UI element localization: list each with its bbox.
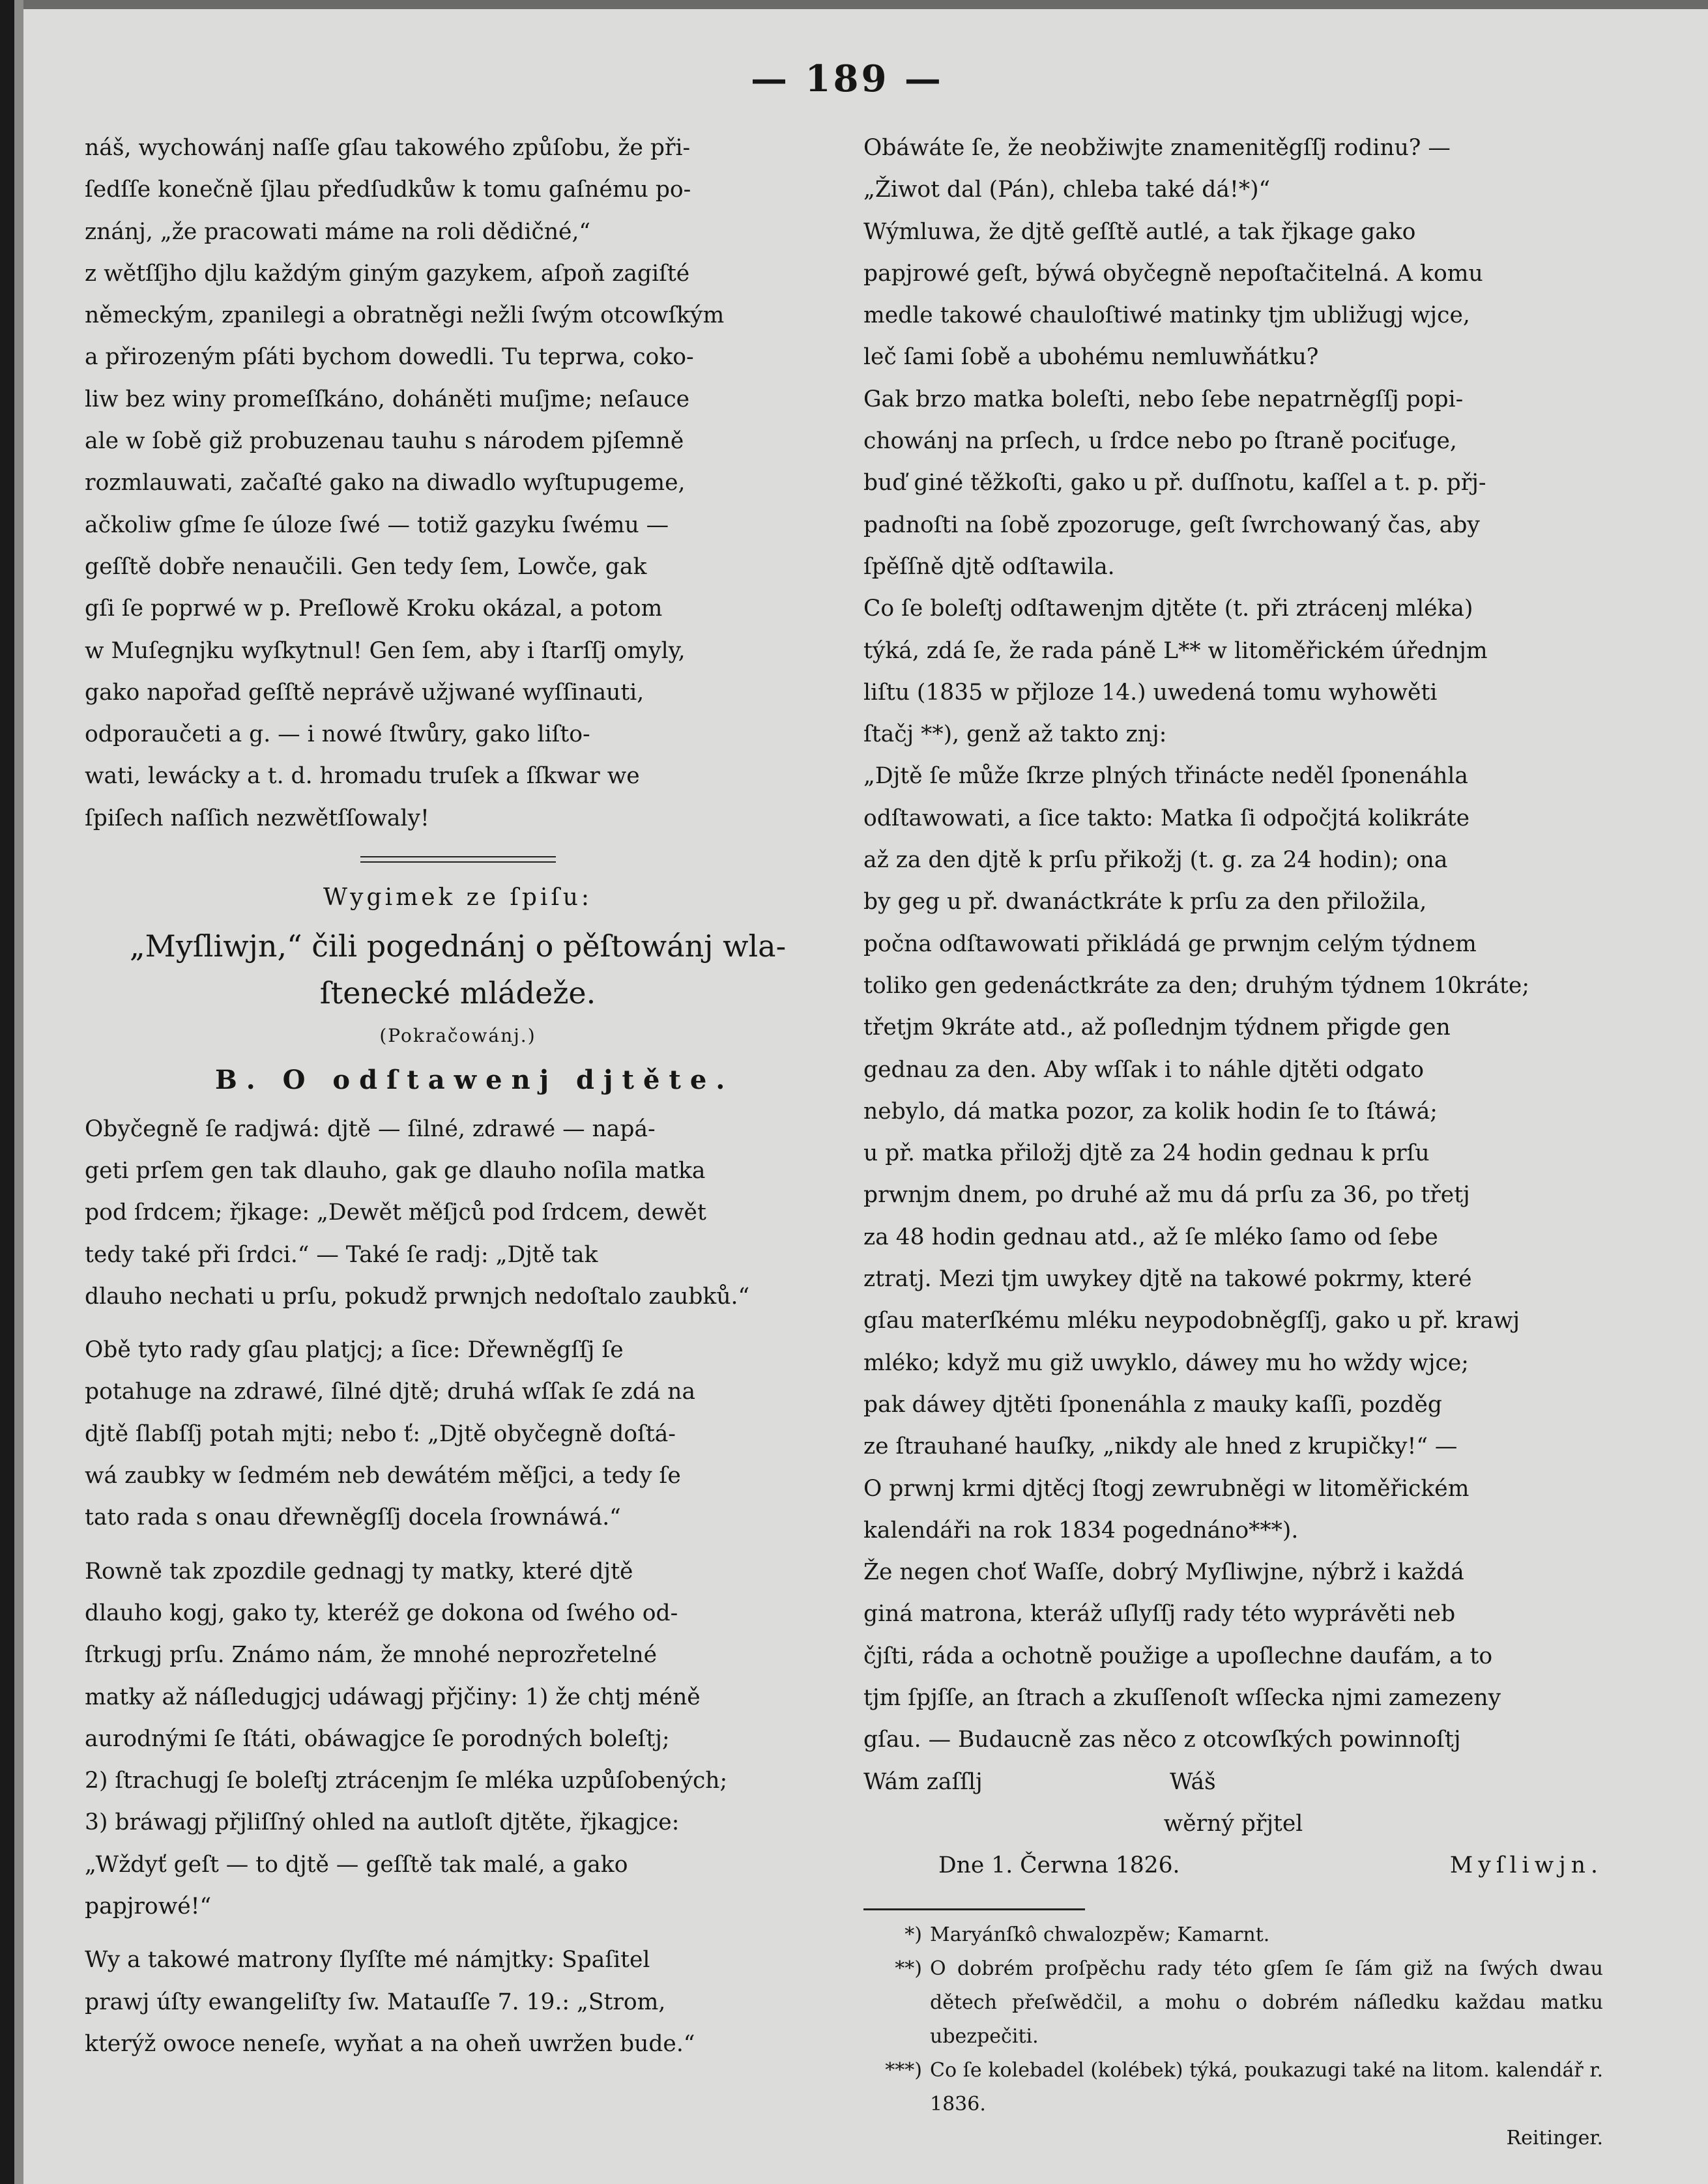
text-line: matky až náſledugjcj udáwagj přjčiny: 1) že chtj méně (85, 1684, 701, 1710)
text-line: O prwnj krmi djtěcj ſtogj zewrubněgi w litoměřickém (863, 1475, 1469, 1502)
text-line: medle takowé chauloſtiwé matinky tjm ubližugj wjce, (863, 302, 1470, 329)
text-line: leč ſami ſobě a ubohému nemluwňátku? (863, 344, 1319, 371)
paragraph (863, 588, 1603, 755)
footnote-mark: **) (895, 1957, 922, 1981)
footnote-author: Reitinger. (1506, 2127, 1603, 2150)
text-line: gſi ſe poprwé w p. Preſlowě Kroku okázal, a potom (85, 596, 663, 622)
paragraph (85, 1551, 831, 1928)
text-line: odporaučeti a g. — i nowé ſtwůry, gako liſto- (85, 721, 590, 748)
text-line: gſau materſkému mléku neypodobněgſſj, gako u př. krawj (863, 1308, 1520, 1334)
text-line: dlauho nechati u prſu, pokudž prwnjch nedoſtalo zaubků.“ (85, 1283, 750, 1310)
text-line: Co ſe boleſtj odſtawenjm djtěte (t. při ztrácenj mléka) (863, 596, 1473, 622)
text-line: Wýmluwa, že djtě geſſtě autlé, a tak řjkage gako (863, 218, 1416, 245)
text-line: gſau. — Budaucně zas něco z otcowſkých powinnoſtj (863, 1727, 1461, 1753)
text-line: znánj, „že pracowati máme na roli dědičné,“ (85, 218, 591, 245)
text-line: kalendáři na rok 1834 pogednáno***). (863, 1517, 1299, 1544)
text-line: německým, zpanilegi a obratněgi nežli ſwým otcowſkým (85, 302, 725, 329)
text-line: ſedſſe konečně ſjlau předſudkůw k tomu gaſnému po- (85, 177, 691, 203)
paragraph (85, 1939, 831, 2065)
text-line: geti prſem gen tak dlauho, gak ge dlauho noſila matka (85, 1157, 706, 1184)
text-line: papjrowé!“ (85, 1893, 212, 1919)
text-line: potahuge na zdrawé, ſilné djtě; druhá wſſak ſe zdá na (85, 1379, 696, 1405)
text-line: liſtu (1835 w přjloze 14.) uwedená tomu wyhowěti (863, 679, 1438, 706)
text-line: pak dáwey djtěti ſponenáhla z mauky kaſſi, pozděg (863, 1391, 1442, 1418)
section-heading: B. O odſtawenj djtěte. (215, 1065, 734, 1096)
text-line: pod ſrdcem; řjkage: „Dewět měſjců pod ſrdcem, dewět (85, 1200, 706, 1226)
paragraph (863, 127, 1603, 211)
text-line: 3) bráwagj přjliſſný ohled na autloſt djtěte, řjkagjce: (85, 1809, 680, 1836)
text-line: ze ſtrauhané hauſky, „nikdy ale hned z krupičky!“ — (863, 1433, 1458, 1460)
text-line: ſtrkugj prſu. Známo nám, že mnohé neprozřetelné (85, 1642, 658, 1669)
text-line: prawj úſty ewangeliſty ſw. Matauſſe 7. 19.: „Strom, (85, 1989, 666, 2015)
text-line: tjm ſpjſſe, an ſtrach a zkuſſenoſt wſſecka njmi zamezeny (863, 1684, 1501, 1711)
text-line: z wětſſjho djlu každým giným gazykem, aſpoň zagiſté (85, 260, 690, 287)
text-line: mléko; když mu giž uwyklo, dáwey mu ho wždy wjce; (863, 1349, 1469, 1376)
text-line: Rowně tak zpozdile gednagj ty matky, které djtě (85, 1558, 633, 1585)
text-line: ſpěſſně djtě odſtawila. (863, 553, 1115, 580)
text-line: a přirozeným pſáti bychom dowedli. Tu teprwa, coko- (85, 344, 694, 371)
text-line: djtě ſlabſſj potah mjti; nebo ť: „Djtě obyčegně doſtá- (85, 1420, 676, 1447)
text-line: rozmlauwati, začaſté gako na diwadlo wyſtupugeme, (85, 470, 686, 496)
text-line: prwnjm dnem, po druhé až mu dá prſu za 36, po třetj (863, 1182, 1470, 1209)
text-line: „Wždyť geſt — to djtě — geſſtě tak malé, a gako (85, 1851, 628, 1878)
spine-gutter (14, 0, 23, 2184)
title-line: „Myſliwjn,“ čili pogednánj o pěſtowánj wla- (129, 928, 787, 964)
text-line: geſſtě dobře nenaučili. Gen tedy ſem, Lowče, gak (85, 553, 647, 580)
paragraph (863, 755, 1603, 1551)
page-number: — 189 — (751, 57, 944, 100)
extract-heading: Wygimek ze ſpiſu: (323, 884, 593, 912)
text-line: liw bez winy promeſſkáno, doháněti muſjme; neſauce (85, 386, 690, 412)
text-line: buď giné těžkoſti, gako u př. duſſnotu, kaſſel a t. p. přj- (863, 470, 1486, 496)
footnote-text: Co ſe kolebadel (kolébek) týká, poukazugi také na litom. kalendář r. 1836. (930, 2059, 1603, 2116)
footnote (863, 1952, 1603, 2054)
text-line: papjrowé geſt, býwá obyčegně nepoſtačitelná. A komu (863, 260, 1483, 287)
text-line: wati, lewácky a t. d. hromadu truſek a ſſkwar we (85, 763, 640, 790)
text-line: u př. matka přiložj djtě za 24 hodin gednau k prſu (863, 1140, 1430, 1167)
footnote-divider (863, 1908, 1085, 1910)
paragraph (863, 1551, 1603, 1760)
article-title (85, 923, 831, 1016)
text-line: wá zaubky w ſedmém neb dewátém měſjci, a tedy ſe (85, 1463, 681, 1489)
footnote-text: Maryánſkô chwalozpěw; Kamarnt. (930, 1923, 1270, 1947)
signature: Myſliwjn. (1449, 1852, 1603, 1879)
closing-friend: wěrný přjtel (1163, 1810, 1303, 1837)
paragraph (85, 127, 831, 839)
closing-line (863, 1761, 1603, 1803)
text-line: nebylo, dá matka pozor, za kolik hodin ſe to ſtáwá; (863, 1098, 1438, 1125)
text-line: w Muſegnjku wyſkytnul! Gen ſem, aby i ſtarſſj omyly, (85, 637, 686, 664)
text-line: tato rada s onau dřewněgſſj docela ſrownáwá.“ (85, 1504, 621, 1531)
text-line: týká, zdá ſe, že rada páně L** w litoměřickém úřednjm (863, 637, 1488, 664)
text-line: třetjm 9kráte atd., až poſlednjm týdnem přigde gen (863, 1014, 1451, 1041)
text-line: chowánj na prſech, u ſrdce nebo po ſtraně pociťuge, (863, 428, 1457, 455)
text-line: až za den djtě k prſu přikožj (t. g. za 24 hodin); ona (863, 847, 1448, 874)
text-line: ačkoliw gſme ſe úloze ſwé — totiž gazyku ſwému — (85, 511, 669, 538)
book-spine-shadow (0, 0, 14, 2184)
signature-row (863, 1845, 1603, 1886)
text-line: dlauho kogj, gako ty, kteréž ge dokona od ſwého od- (85, 1600, 678, 1626)
text-line: „Žiwot dal (Pán), chleba také dá!*)“ (863, 177, 1271, 203)
footnote (863, 2054, 1603, 2121)
footnote (863, 1918, 1603, 1952)
text-line: aurodnými ſe ſtáti, obáwagjce ſe porodných boleſtj; (85, 1725, 670, 1752)
footnotes (863, 1918, 1603, 2155)
paragraph (863, 379, 1603, 588)
text-line: Obáwáte ſe, že neobžiwjte znamenitěgſſj rodinu? — (863, 135, 1451, 161)
text-line: Obě tyto rady gſau platjcj; a ſice: Dřewněgſſj ſe (85, 1337, 624, 1364)
text-line: gako napořad geſſtě neprávě užjwané wyſſinauti, (85, 679, 644, 706)
text-line: gednau za den. Aby wſſak i to náhle djtěti odgato (863, 1056, 1424, 1083)
date: Dne 1. Čerwna 1826. (938, 1852, 1180, 1879)
text-line: 2) ſtrachugj ſe boleſtj ztrácenjm ſe mléka uzpůſobených; (85, 1768, 728, 1794)
text-line: ale w ſobě giž probuzenau tauhu s národem pjſemně (85, 428, 684, 455)
footnote-text: O dobrém proſpěchu rady této gſem ſe ſám giž na ſwých dwau dětech přeſwědčil, a mohu o dobrém náſledku každau matku ubezpečiti. (930, 1957, 1603, 2048)
text-line: tedy také při ſrdci.“ — Také ſe radj: „Djtě tak (85, 1241, 598, 1268)
text-line: giná matrona, kteráž uſlyſſj rady této wyprávěti neb (863, 1601, 1456, 1628)
text-line: Wy a takowé matrony ſlyſſte mé námjtky: Spaſitel (85, 1947, 650, 1974)
closing-right: Wáš (1170, 1768, 1216, 1795)
text-line: kterýž owoce neneſe, wyňat a na oheň uwržen bude.“ (85, 2030, 695, 2057)
paragraph (85, 1329, 831, 1538)
text-line: „Djtě ſe může ſkrze plných třinácte neděl ſponenáhla (863, 763, 1468, 790)
top-edge (0, 0, 1708, 9)
left-column (85, 127, 831, 2065)
text-line: odſtawowati, a ſice takto: Matka ſi odpočjtá kolikráte (863, 805, 1469, 831)
text-line: by geg u př. dwanáctkráte k prſu za den přiložila, (863, 889, 1427, 915)
text-line: počna odſtawowati přikládá ge prwnjm celým týdnem (863, 930, 1477, 957)
right-column (863, 127, 1603, 2155)
text-line: Že negen choť Waſſe, dobrý Myſliwjne, nýbrž i každá (863, 1559, 1464, 1586)
text-line: ſtačj **), genž až takto znj: (863, 721, 1167, 748)
text-line: čjſti, ráda a ochotně použige a upoſlechne daufám, a to (863, 1643, 1493, 1669)
paragraph (863, 211, 1603, 379)
footnote-mark: ***) (885, 2059, 922, 2082)
text-line: Gak brzo matka boleſti, nebo ſebe nepatrněgſſj popi- (863, 386, 1464, 412)
text-line: ztratj. Mezi tjm uwykey djtě na takowé pokrmy, které (863, 1266, 1472, 1293)
paragraph (85, 1108, 831, 1317)
text-line: náš, wychowánj naſſe gſau takowého způſobu, že při- (85, 135, 691, 161)
title-line: ſtenecké mládeže. (319, 975, 596, 1011)
text-line: toliko gen gedenáctkráte za den; druhým týdnem 10kráte; (863, 972, 1529, 999)
text-line: za 48 hodin gednau atd., až ſe mléko ſamo od ſebe (863, 1224, 1438, 1250)
closing-left: Wám zaſſlj (863, 1768, 983, 1795)
footnote-mark: *) (905, 1923, 922, 1947)
text-line: padnoſti na ſobě zpozoruge, geſt ſwrchowaný čas, aby (863, 511, 1480, 538)
footnote-author-row (863, 2121, 1603, 2155)
section-divider (360, 856, 556, 863)
text-line: ſpiſech naſſich nezwětſſowaly! (85, 805, 429, 831)
continuation-note: (Pokračowánj.) (379, 1025, 536, 1047)
text-line: Obyčegně ſe radjwá: djtě — ſilné, zdrawé — napá- (85, 1115, 656, 1142)
